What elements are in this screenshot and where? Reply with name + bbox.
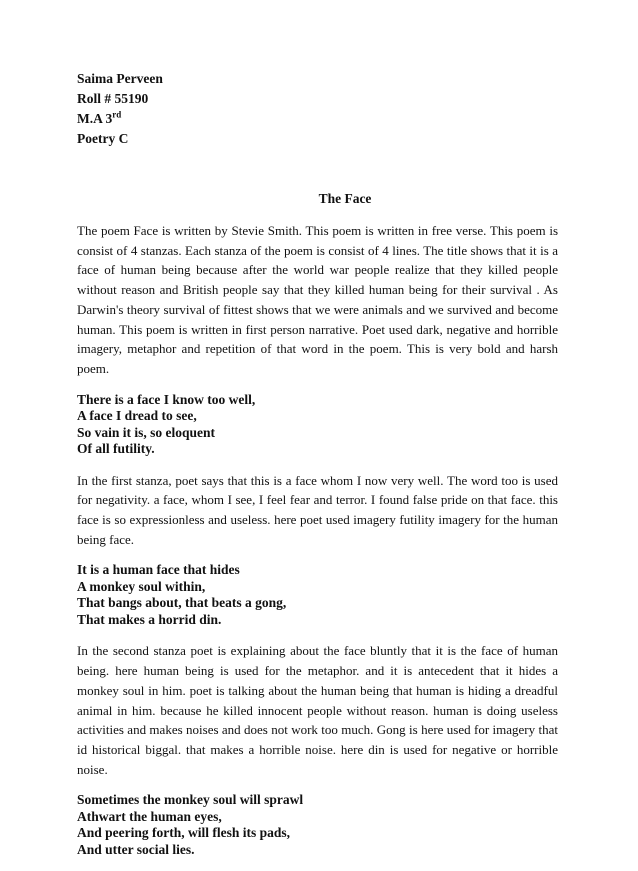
stanza-line: A face I dread to see,: [77, 408, 197, 424]
degree-ordinal: rd: [112, 109, 122, 120]
stanza-2: [77, 562, 558, 628]
degree-text: M.A 3: [77, 111, 113, 126]
stanza-line: Athwart the human eyes,: [77, 808, 222, 824]
author-name: Saima Perveen: [77, 71, 163, 86]
stanza-line: It is a human face that hides: [77, 562, 240, 578]
stanza-line: Sometimes the monkey soul will sprawl: [77, 792, 304, 808]
stanza-line: And peering forth, will flesh its pads,: [77, 825, 291, 841]
stanza-line: Of all futility.: [77, 441, 155, 457]
stanza-line: So vain it is, so eloquent: [77, 424, 216, 440]
course-name: Poetry C: [77, 131, 129, 146]
author-header: [77, 69, 163, 149]
stanza-2-analysis: In the second stanza poet is explaining about the face bluntly that it is the face of human being. here human being is used for the metaphor. and it is antecedent that it hides a monkey soul in him. poet is talking about the human being that human is hiding a dreadful animal in him. because he killed innocent people without reason. human is doing useless activities and makes noises and does not work too much. Gong is here used for imagery that id historical biggal. that makes a horrible noise. here din is used for negative or horrible noise.: [77, 643, 558, 777]
stanza-line: There is a face I know too well,: [77, 391, 256, 407]
stanza-1-analysis: In the first stanza, poet says that this is a face whom I now very well. The word too is used for negativity. a face, whom I see, I feel fear and terror. I found false pride on that face. this face is so expressionless and useless. here poet used imagery futility imagery for the human being face.: [77, 472, 558, 547]
document-title: The Face: [318, 191, 372, 206]
stanza-line: And utter social lies.: [77, 841, 195, 857]
stanza-line: A monkey soul within,: [77, 578, 206, 594]
stanza-line: That makes a horrid din.: [77, 611, 222, 627]
roll-number: Roll # 55190: [77, 91, 149, 106]
stanza-line: That bangs about, that beats a gong,: [77, 595, 287, 611]
intro-paragraph: The poem Face is written by Stevie Smith. This poem is written in free verse. This poem is consist of 4 stanzas. Each stanza of the poem is consist of 4 lines. The title shows that it is a face of human being because after the world war people realize that they killed people without reason and British people say that they killed human being for their survival . As Darwin's theory survival of fittest shows that we were animals and we survived and become human. This poem is written in first person narrative. Poet used dark, negative and horrible imagery, metaphor and repetition of that word in the poem. This is very bold and harsh poem.: [77, 223, 558, 376]
stanza-3: [77, 792, 558, 858]
stanza-1: [77, 392, 558, 458]
document-body: [77, 221, 558, 871]
degree-line: [77, 109, 163, 129]
